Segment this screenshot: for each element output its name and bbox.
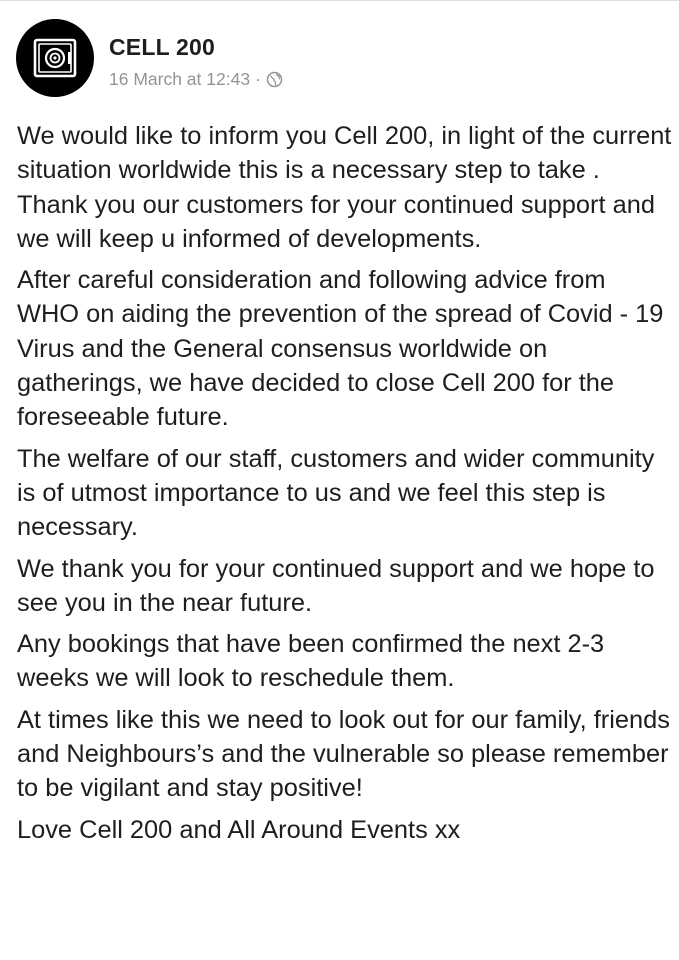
post-paragraph: The welfare of our staff, customers and wider community is of utmost importance to us and we feel this step is necessary. [17,444,655,542]
meta-separator: · [255,69,261,89]
post-paragraph: At times like this we need to look out for our family, friends and Neighbours’s and the vulnerable so please remember to be vigilant and stay positive! [17,705,670,803]
page-name-link[interactable]: CELL 200 [109,34,215,60]
post-paragraph: Any bookings that have been confirmed the next 2-3 weeks we will look to reschedule them. [17,630,605,693]
post-body [17,119,672,854]
post-paragraph: We thank you for your continued support and we hope to see you in the near future. [17,554,655,617]
post-header [16,19,656,99]
post-timestamp[interactable]: 16 March at 12:43 [109,69,251,89]
post-paragraph: We would like to inform you Cell 200, in light of the current situation worldwide this is a necessary step to take . Thank you our customers for your continued support and we will keep u informed of developments. [17,122,672,253]
post-paragraph: After careful consideration and following advice from WHO on aiding the prevention of the spread of Covid - 19 Virus and the General consensus worldwide on gatherings, we have decided to close Cell 200 for the foreseeable future. [17,266,664,432]
post-meta [109,69,283,90]
page-avatar[interactable] [16,19,94,97]
globe-icon[interactable] [266,71,283,88]
safe-vault-icon [16,19,94,97]
post-paragraph: Love Cell 200 and All Around Events xx [17,815,461,844]
